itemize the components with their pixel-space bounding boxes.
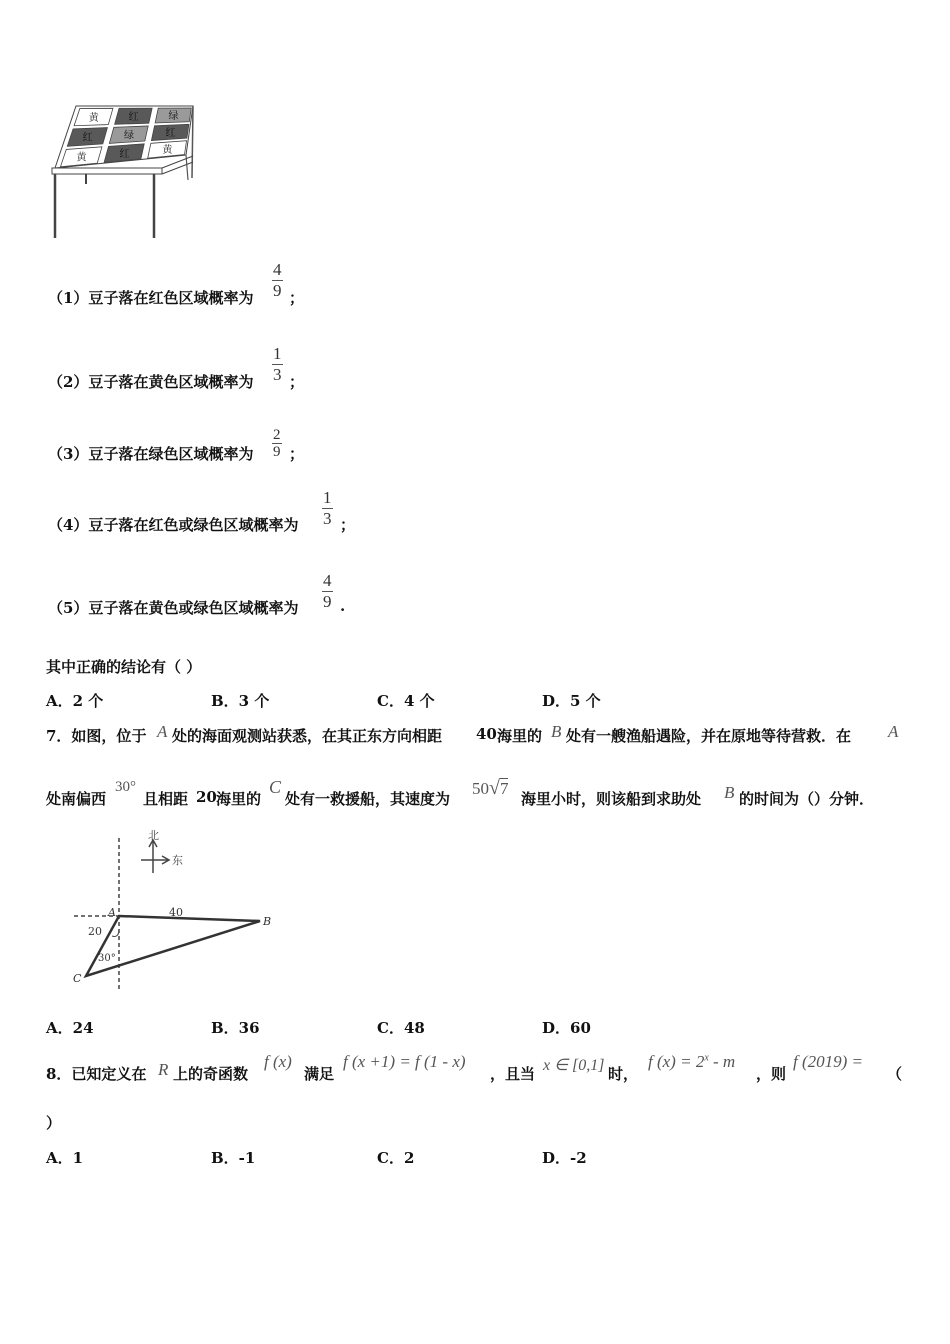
fraction: $\frac{2}{9}$ xyxy=(273,427,281,460)
q7-option-c[interactable]: C．48 xyxy=(377,1019,425,1037)
fraction: $\frac{4}{9}$ xyxy=(273,260,282,300)
q8-option-a[interactable]: A．1 xyxy=(46,1149,84,1167)
grid-cell-label: 红 xyxy=(82,132,93,144)
fraction: $\frac{1}{3}$ xyxy=(273,344,282,384)
point-a: A xyxy=(108,906,116,919)
angle-label: 30° xyxy=(98,953,116,964)
north-label: 北 xyxy=(148,829,159,842)
grid-cell-label: 绿 xyxy=(168,111,179,123)
ac-label: 20 xyxy=(88,925,102,938)
q6-option-a[interactable]: A．2 个 xyxy=(46,692,104,710)
q6-prompt: 其中正确的结论有（ ） xyxy=(46,658,202,676)
grid-cell-label: 红 xyxy=(128,111,139,123)
fraction: $\frac{1}{3}$ xyxy=(323,488,332,528)
q8-eq2: f $(x) = 2^x - m$ xyxy=(648,1052,736,1071)
q7-triangle-figure xyxy=(68,828,283,993)
grid-cell-label: 黄 xyxy=(76,152,87,164)
ab-label: 40 xyxy=(169,906,183,919)
q6-option-d[interactable]: D．5 个 xyxy=(542,692,601,710)
grid-cell-label: 绿 xyxy=(124,130,135,142)
speed-value: 50√7 xyxy=(472,777,509,799)
q6-option-c[interactable]: C．4 个 xyxy=(377,692,435,710)
q7-option-b[interactable]: B．36 xyxy=(211,1019,260,1037)
grid-cell-label: 黄 xyxy=(162,145,173,157)
q6-option-b[interactable]: B．3 个 xyxy=(211,692,270,710)
statement-text: （4）豆子落在红色或绿色区域概率为 xyxy=(48,516,299,534)
grid-cell-label: 红 xyxy=(165,128,176,140)
statement-text: （2）豆子落在黄色区域概率为 xyxy=(48,373,254,391)
q7-option-d[interactable]: D．60 xyxy=(542,1019,591,1037)
q8-close-paren: ） xyxy=(46,1114,62,1132)
grid-cell-label: 黄 xyxy=(88,112,99,124)
q8-option-b[interactable]: B．-1 xyxy=(211,1149,256,1167)
statement-text: （3）豆子落在绿色区域概率为 xyxy=(48,445,254,463)
fraction: $\frac{4}{9}$ xyxy=(323,571,332,611)
q7-option-a[interactable]: A．24 xyxy=(46,1019,94,1037)
statement-text: （1）豆子落在红色区域概率为 xyxy=(48,289,254,307)
point-b: B xyxy=(263,915,272,928)
q8-option-d[interactable]: D．-2 xyxy=(542,1149,587,1167)
grid-cell-label: 红 xyxy=(119,148,130,160)
point-c: C xyxy=(73,972,82,985)
statement-text: （5）豆子落在黄色或绿色区域概率为 xyxy=(48,599,299,617)
east-label: 东 xyxy=(172,854,183,867)
table-figure xyxy=(48,100,208,245)
q8-option-c[interactable]: C．2 xyxy=(377,1149,415,1167)
